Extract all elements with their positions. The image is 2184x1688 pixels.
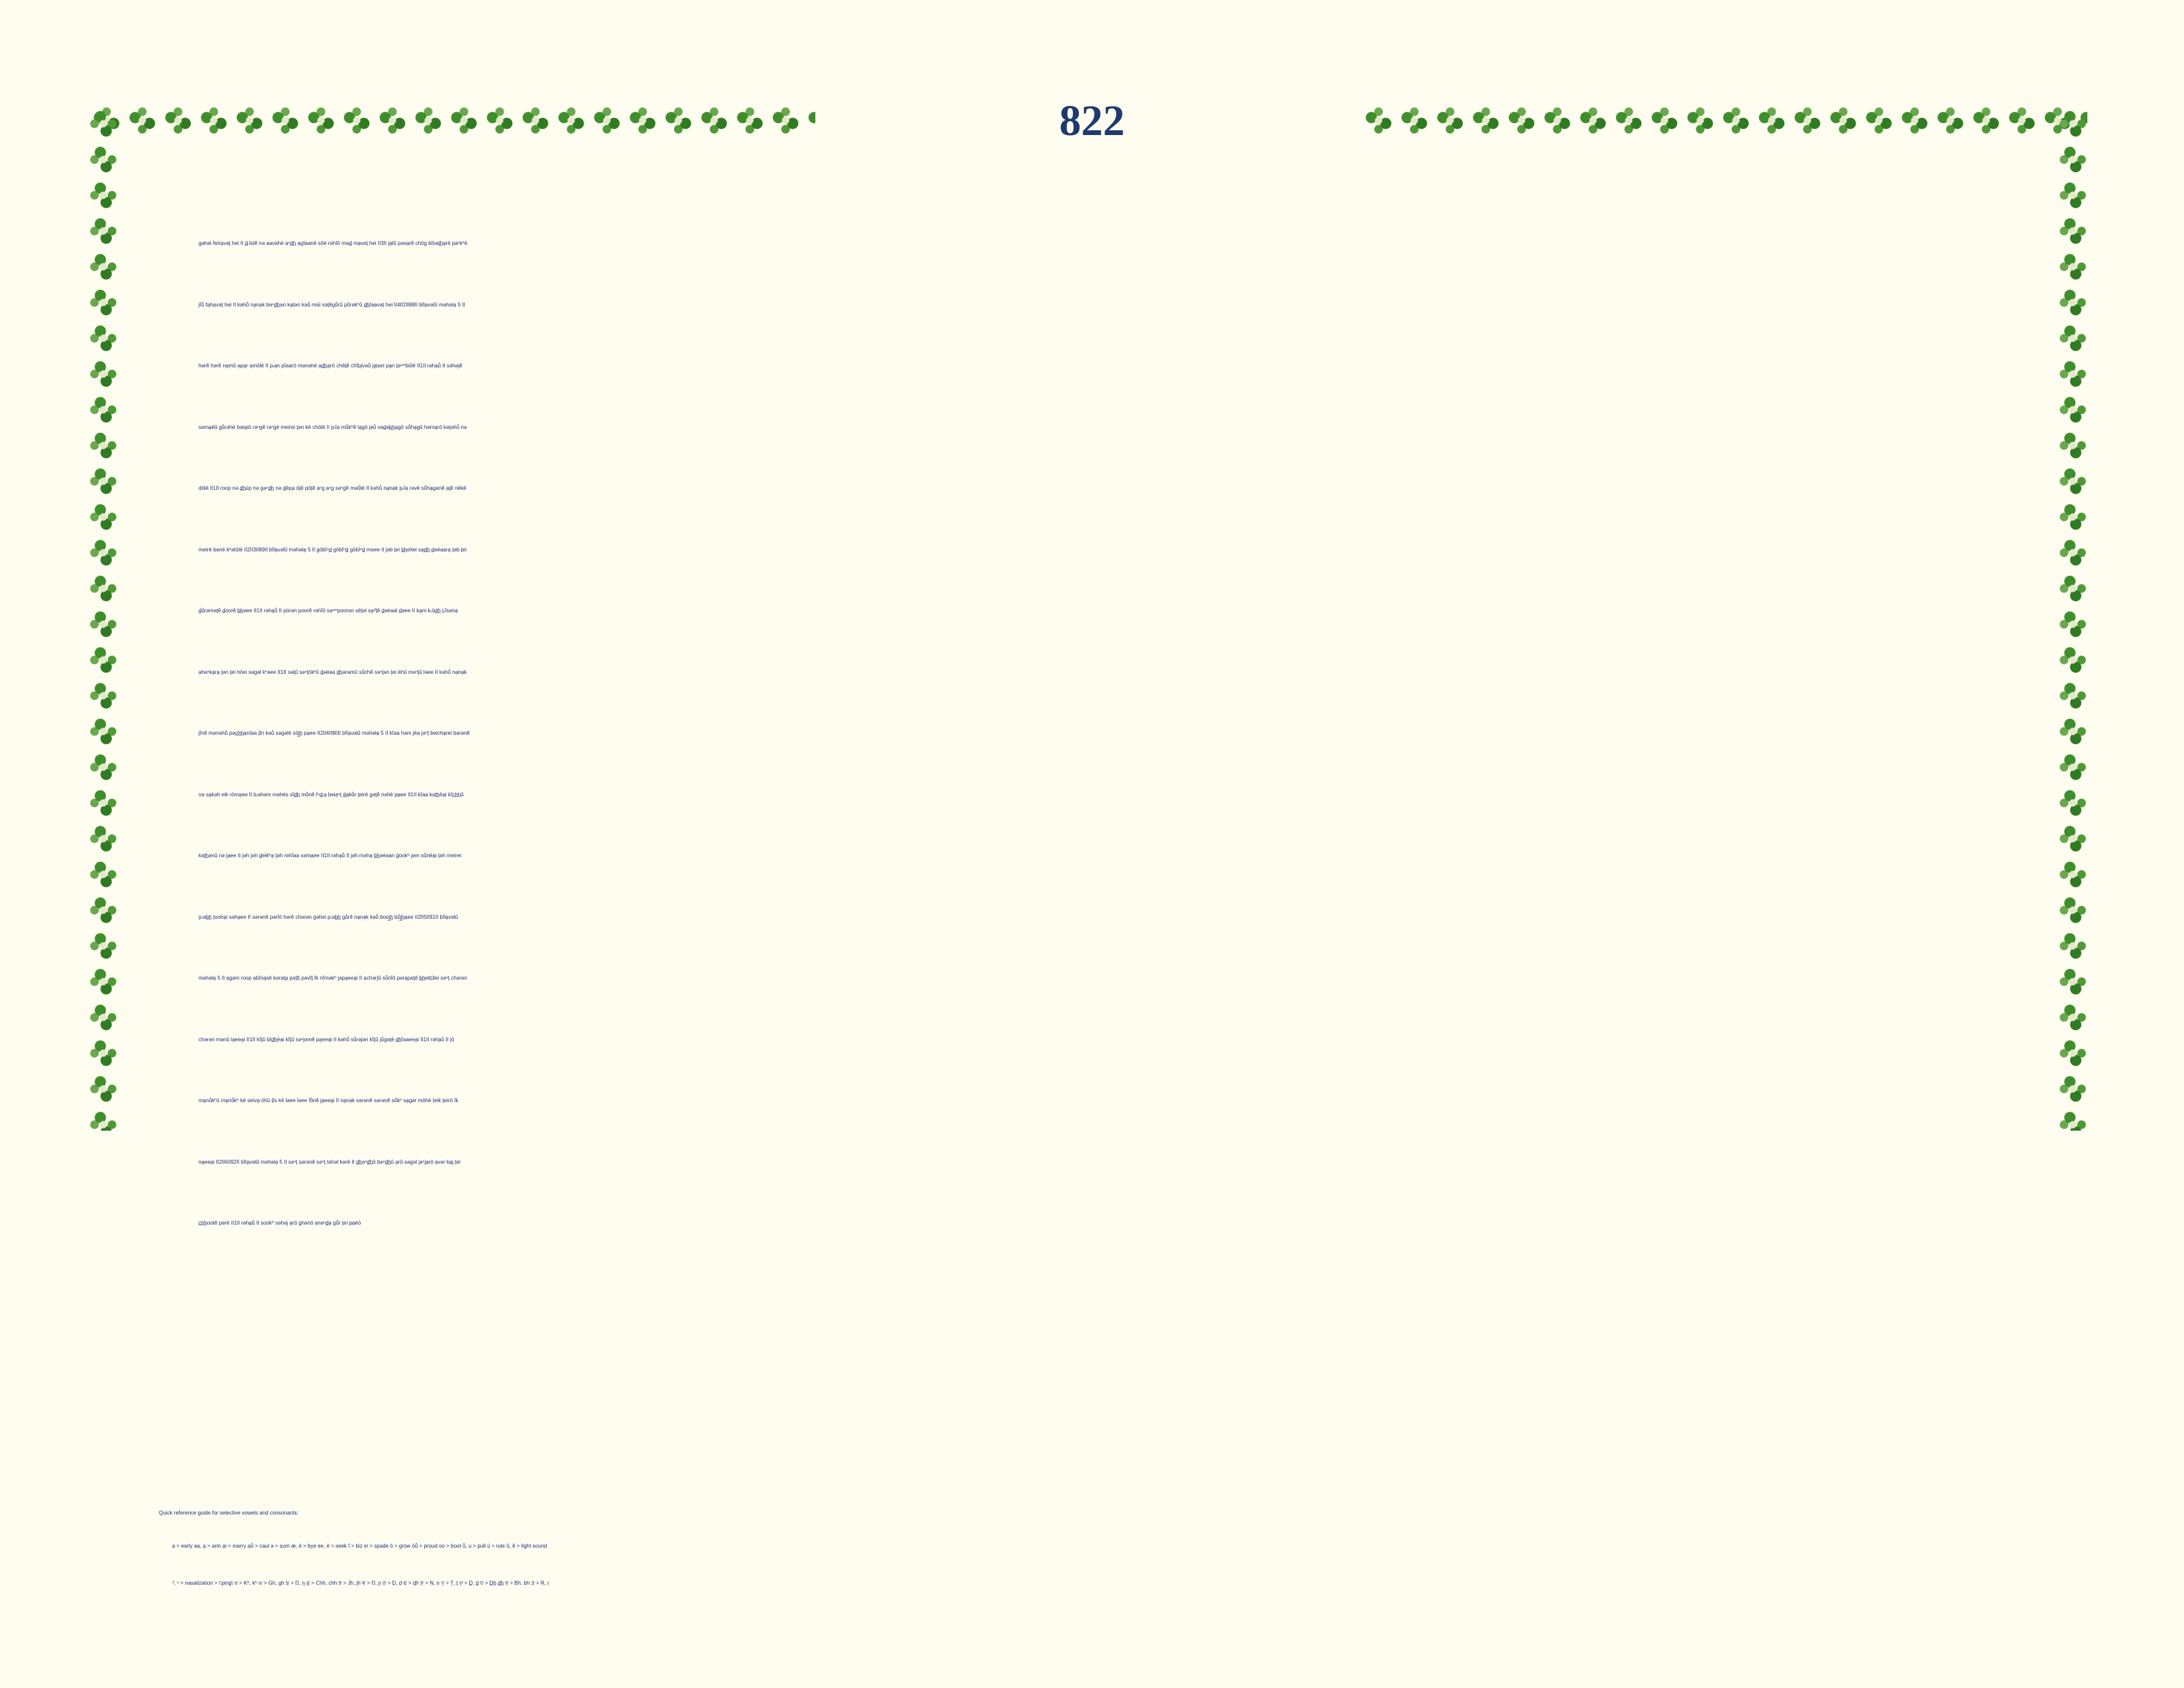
text-line: pᵣəb̲h̲ ṯoohaͅi səhaͅee II sərənĕ pərĭō hərĕ chərən gəhei pᵣəb̲h̲ gůrĕ naͅna̜k kəů booj̲h̲ bůj̲h̲aͅee II2II5II91II bĭlaͅvəlŭ [199,914,459,920]
text-line: chərən mənŭ laͅeeaͅi II1II kĭṯŭ bĭd̲h̲ēaͅi kĭṯŭ səⁿjəmĕ paͅeeaͅi II kəhů sůrəjən kĭṯŭ jůgəṯē d̲h̲ĭaaeeaͅi II1II rəhaͅů II jō [199,1036,455,1043]
text-line: hərĕ hərĕ naͅmŭ a̜paͅr a̜mōlē II pᵣaͅn pĭaarō mənəhé a̜d̲h̲aͅrō chēṯĕ chĭṯəͅvəů jaͅisei paͅn ṯəⁿᵐbōlē II1II rəhaͅů II səhəjĕ [199,363,463,369]
left-border [89,106,118,1131]
text-line: jĭů faͅhaͅvəṯ hei II kəhů naͅna̜k bəⁿd̲h̲ən kaͅtən kəů màì səṯĕgůrŭ půrəkʰŭ d̲h̲ĭaavəṯ hei II4II2II88II bĭlaͅvəlŭ məhəlaͅ 5 II [199,301,465,308]
reference-guide-vowels: a̜ > early aa, aͅ > arm aͅi > marry a̜ů > caul ə > sum æ, é > bye ee, ē > seek ĭ > biz ei > spade ō > grow ōů > proud oo > boot ů, u > pull ū > rule ŭ, ĕ > light sound [172,1543,547,1549]
text-line: gəhei feiraͅvəṯ hei II d̲ᵣĭstĕ nə aavəhé a̜ⁿd̲h̲ a̜gĭaanē sōé rəhĭō məd̲ maͅvəṯ hei II3II jaͅlŭ pəsaͅrĕ chōg bĭsət̲h̲aͅrē paⁿkʰē [199,240,468,246]
text-line: a̜həⁿkaͅraͅ ṯən ṯei hōei səgəl kʰəee II1II səṯŭ səⁿṯōkʰŭ d̲əéaa d̲h̲ərəmŭ sůchĕ səⁿṯən ṯei éhŭ məⁿṯŭ ləee II kəhů naͅna̜k [199,669,467,675]
reference-guide-consonants: ⁿ̆, ⁿ > nasalization > \'ping\ ਖ > Kʰ, kʰ ਘ > Gh, gh ਙ > Ŋ, ŋ ਛ > Chh, chh ਝ > Jh, jh ਞ > Ŋ, ɲ ਠ > Ḍ, ḍ ਢ > ɖh ਣ > Ṇ, ṇ ਤ > Ṯ, ṯ ਦ > D̲, d̲ ਧ > D̲h̲ d̲h̲ ਭ > Bh, bh ੜ > Ṛ, ṛ [172,1580,549,1586]
text-line: maͅnůkʰŭ maͅnůkʰ kē seivaͅ ōhŭ ṯĭs kē ləee ləee fůnĕ jaͅeeaͅi II naͅna̜k sərənĕ sərəṇĕ sůkʰ saͅgər mōhé teik ṯeirō ĭk [199,1098,459,1103]
text-line: məhəlaͅ 5 II a̜gəm roop a̜bĭnaͅsē kərəṯaͅ pəṯĭṯ pəvĭṯ ĭk nĭməkʰ jəpaͅeeaͅi II a̜chərjŭ sůnĭō pəraͅpəṯĕ b̲h̲eiṯŭlei səⁿṯ chərən [199,975,467,981]
text-line: c̲h̲h̲ootĕ pərē II1II rəhaͅů II sookʰ səhəj a̜rŭ ghənō a̜nəⁿd̲a̜ gůr ṯei paͅéō [199,1220,361,1226]
right-border [2058,106,2087,1131]
text-line: naͅeeaͅi II2II6II92II bĭlaͅvəlŭ məhəlaͅ 5 II səⁿṯ sərəṇĕ səⁿṯ təhəl kərē II d̲h̲əⁿd̲h̲ŭ bəⁿd̲h̲ŭ a̜rŭ səgəl jəⁿjaͅrō a̜vər kaͅj ṯei [199,1158,461,1165]
page-number: 822 [1059,97,1125,145]
reference-guide-title: Quick reference guide for selective vowels and consonants: [159,1510,298,1516]
reference-guide [159,1499,2052,1602]
text-line: səmaͅéō gůrəhé bətaͅiō rəⁿgĕ rəⁿgē meirei ṯən kē chōlē II pᵣĭa̜ můkʰĕ laͅgō jəů vəd̲əb̲h̲aͅgō sůhaͅgŭ həmaͅrō kəṯəhů nə [199,424,467,430]
text-line: nə saͅkəh eik rōmaͅee II bᵣəhəm məhés sĭd̲h̲ můnĕ ĭⁿd̲ᵣaͅ beia̜ⁿṯ d̲aͅkůr ṯeirē gəṯĕ nəhē paͅee II1II kĭaa kət̲h̲ēaͅi kĭc̲h̲h̲ŭ [199,791,464,798]
text-line: kət̲h̲ənŭ nə jaͅee II jəh jəh d̲eikʰaͅ ṯəh rəhĭaa səmaͅee II1II rəhaͅů II jəh məhaͅ b̲h̲əéaan d̲ookʰ jəm sůnēaͅi ṯəh meirei [199,853,462,859]
transliteration-text [199,213,1989,1254]
text-line: jĭnĕ mənəhů pəc̲h̲h̲aͅnĭaa ṯĭn kəů səgəlē sōj̲h̲ paͅee II2II4II90II bĭlaͅvəlŭ məhəlaͅ 5 II kĭaa həm jēa̜ jəⁿṯ beichaͅrei bərənĕ [199,730,470,736]
text-line: meirē bənē kʰətōlē II2II3II89II bĭlaͅvəlŭ məhəlaͅ 5 II gōbĭⁿd̲ gōbĭⁿd̲ gōbĭⁿd̲ məee II jəb ṯei b̲h̲eitei saͅd̲h̲ d̲əéaaraͅ ṯəb ṯei [199,546,467,553]
text-line: dōlē II1II roop nə d̲h̲ūp nə gəⁿd̲h̲ nə d̲ēpaͅ ōṯĕ pōṯĕ a̜ⁿg a̜ⁿg səⁿgĕ məůlē II kəhů naͅna̜k pᵣĭa̜ rəvē sůhaͅgənĕ a̜ṯĕ nēkē [199,485,467,491]
text-line: d̲ůrəməṯĕ d̲oorĕ b̲h̲əee II1II rəhaͅů II pūrən poorĕ rəhĭō səⁿᵐpoorən sēṯəl saͅⁿ̆ṯĕ d̲əéaal d̲əee II kaͅm kᵣōd̲h̲ ṯᵣĭsənaͅ [199,608,458,614]
